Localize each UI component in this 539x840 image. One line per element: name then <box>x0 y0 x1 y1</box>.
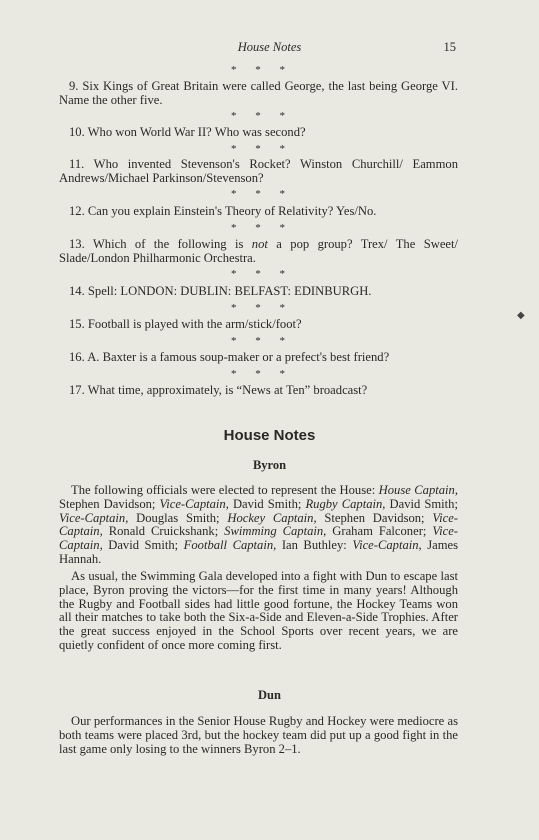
separator: * * * <box>231 143 286 155</box>
office-title: Vice-Captain, <box>159 496 229 511</box>
paragraph-text: David Smith; <box>228 496 306 511</box>
question-16: 16. A. Baxter is a famous soup-maker or a prefect's best friend? <box>69 350 390 364</box>
question-17: 17. What time, approximately, is “News at Ten” broadcast? <box>69 383 368 397</box>
stray-ink-mark: ◆ <box>517 310 525 321</box>
byron-officials-paragraph <box>59 484 458 567</box>
question-9: 9. Six Kings of Great Britain were called George, the last being George VI. Name the other five. <box>59 79 458 107</box>
paragraph-text: David Smith; <box>102 538 184 553</box>
separator: * * * <box>231 188 286 200</box>
paragraph-text: The following officials were elected to represent the House: <box>71 483 379 497</box>
office-title: Football Captain, <box>183 538 277 553</box>
byron-sports-paragraph: As usual, the Swimming Gala developed into a fight with Dun to escape last place, Byron proving the victors—for the first time in many years! Although the Rugby and Football sides had little good fortune, the Hockey Teams won all their matches to take both the Six-a-Side and Eleven-a-Side Trophies. After the great success enjoyed in the School Sports over recent years, we are quietly confident of once more coming first. <box>59 569 458 652</box>
question-13-start: 13. Which of the following is <box>69 237 252 251</box>
paragraph-text: David Smith; <box>385 496 458 511</box>
paragraph-text: Douglas Smith; <box>128 510 228 525</box>
office-title: Rugby Captain, <box>305 496 386 511</box>
separator: * * * <box>231 222 286 234</box>
office-title: Vice-Captain, <box>352 538 422 553</box>
byron-heading: Byron <box>252 458 287 472</box>
question-14: 14. Spell: LONDON: DUBLIN: BELFAST: EDINBURGH. <box>69 284 372 298</box>
question-15: 15. Football is played with the arm/stick/foot? <box>69 317 302 331</box>
running-head <box>0 40 539 58</box>
office-title: Hockey Captain, <box>227 510 317 525</box>
office-title: Swimming Captain, <box>224 524 327 539</box>
office-title: Vice-Captain, <box>59 510 458 539</box>
dun-heading: Dun <box>258 688 281 702</box>
dun-paragraph: Our performances in the Senior House Rugby and Hockey were mediocre as both teams were placed 3rd, but the hockey team did put up a good fight in the last game only losing to the winners Byron 2–1. <box>59 714 458 756</box>
question-13 <box>59 238 458 266</box>
separator: * * * <box>231 268 286 280</box>
page-number: 15 <box>443 40 456 54</box>
paragraph-text: Ronald Cruickshank; <box>102 524 225 539</box>
question-12: 12. Can you explain Einstein's Theory of Relativity? Yes/No. <box>69 204 377 218</box>
question-13-end: a pop group? Trex/ The Sweet/ Slade/London Philharmonic Orchestra. <box>59 237 458 265</box>
office-title: House Captain, <box>378 483 459 497</box>
separator: * * * <box>231 302 286 314</box>
running-title: House Notes <box>237 40 302 54</box>
paragraph-text: Stephen Davidson; <box>316 510 433 525</box>
paragraph-text: Graham Falconer; <box>326 524 433 539</box>
section-heading: House Notes <box>223 427 316 444</box>
paragraph-text: Ian Buthley: <box>276 538 353 553</box>
separator: * * * <box>231 335 286 347</box>
separator: * * * <box>231 110 286 122</box>
question-10: 10. Who won World War II? Who was second? <box>69 125 306 139</box>
question-11: 11. Who invented Stevenson's Rocket? Winston Churchill/ Eammon Andrews/Michael Parkinson/Stevenson? <box>59 157 458 185</box>
office-title: Vice-Captain, <box>59 510 129 525</box>
paragraph-text: James Hannah. <box>59 538 458 566</box>
office-title: Vice-Captain, <box>59 524 458 553</box>
question-13-emphasis: not <box>251 237 268 251</box>
separator: * * * <box>231 368 286 380</box>
paragraph-text: Stephen Davidson; <box>59 496 160 511</box>
separator: * * * <box>231 64 286 76</box>
